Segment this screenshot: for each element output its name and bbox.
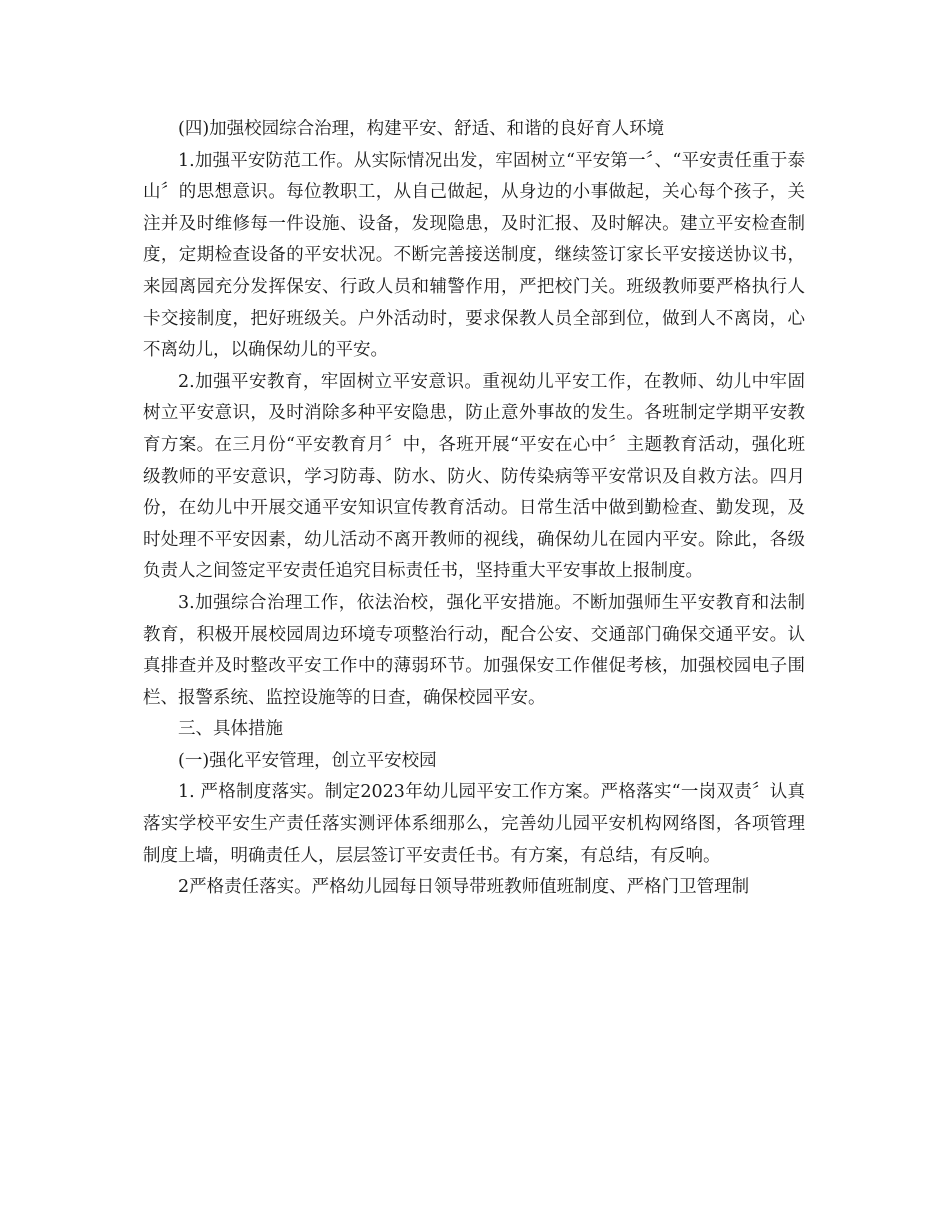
- subsection-heading-one: (一)强化平安管理，创立平安校园: [178, 750, 437, 771]
- document-body: [143, 114, 805, 904]
- section-heading-measures: 三、具体措施: [178, 719, 283, 740]
- paragraph-safety-prevention: 1.加强平安防范工作。从实际情况出发，牢固树立“平安第一〞、“平安责任重于泰山〞的思想意识。每位教职工，从自己做起，从身边的小事做起，关心每个孩子，关注并及时维修每一件设施、设备，发现隐患，及时汇报、及时解决。建立平安检查制度，定期检查设备的平安状况。不断完善接送制度，继续签订家长平安接送协议书，来园离园充分发挥保安、行政人员和辅警作用，严把校门关。班级教师要严格执行人卡交接制度，把好班级关。户外活动时，要求保教人员全部到位，做到人不离岗，心不离幼儿，以确保幼儿的平安。: [143, 150, 805, 361]
- paragraph-safety-education: 2.加强平安教育，牢固树立平安意识。重视幼儿平安工作，在教师、幼儿中牢固树立平安意识，及时消除多种平安隐患，防止意外事故的发生。各班制定学期平安教育方案。在三月份“平安教育月〞中，各班开展“平安在心中〞主题教育活动，强化班级教师的平安意识，学习防毒、防水、防火、防传染病等平安常识及自救方法。四月份，在幼儿中开展交通平安知识宣传教育活动。日常生活中做到勤检查、勤发现，及时处理不平安因素，幼儿活动不离开教师的视线，确保幼儿在园内平安。除此，各级负责人之间签定平安责任追究目标责任书，坚持重大平安事故上报制度。: [143, 371, 805, 582]
- paragraph-responsibility-implementation: 2严格责任落实。严格幼儿园每日领导带班教师值班制度、严格门卫管理制: [178, 877, 750, 898]
- paragraph-system-implementation: 1. 严格制度落实。制定2023年幼儿园平安工作方案。严格落实“一岗双责〞认真落实学校平安生产责任落实测评体系细那么，完善幼儿园平安机构网络图，各项管理制度上墙，明确责任人，层层签订平安责任书。有方案，有总结，有反响。: [143, 782, 805, 866]
- paragraph-comprehensive-governance: 3.加强综合治理工作，依法治校，强化平安措施。不断加强师生平安教育和法制教育，积极开展校园周边环境专项整治行动，配合公安、交通部门确保交通平安。认真排查并及时整改平安工作中的薄弱环节。加强保安工作催促考核，加强校园电子围栏、报警系统、监控设施等的日查，确保校园平安。: [143, 592, 805, 708]
- section-heading-four: (四)加强校园综合治理，构建平安、舒适、和谐的良好育人环境: [178, 119, 665, 139]
